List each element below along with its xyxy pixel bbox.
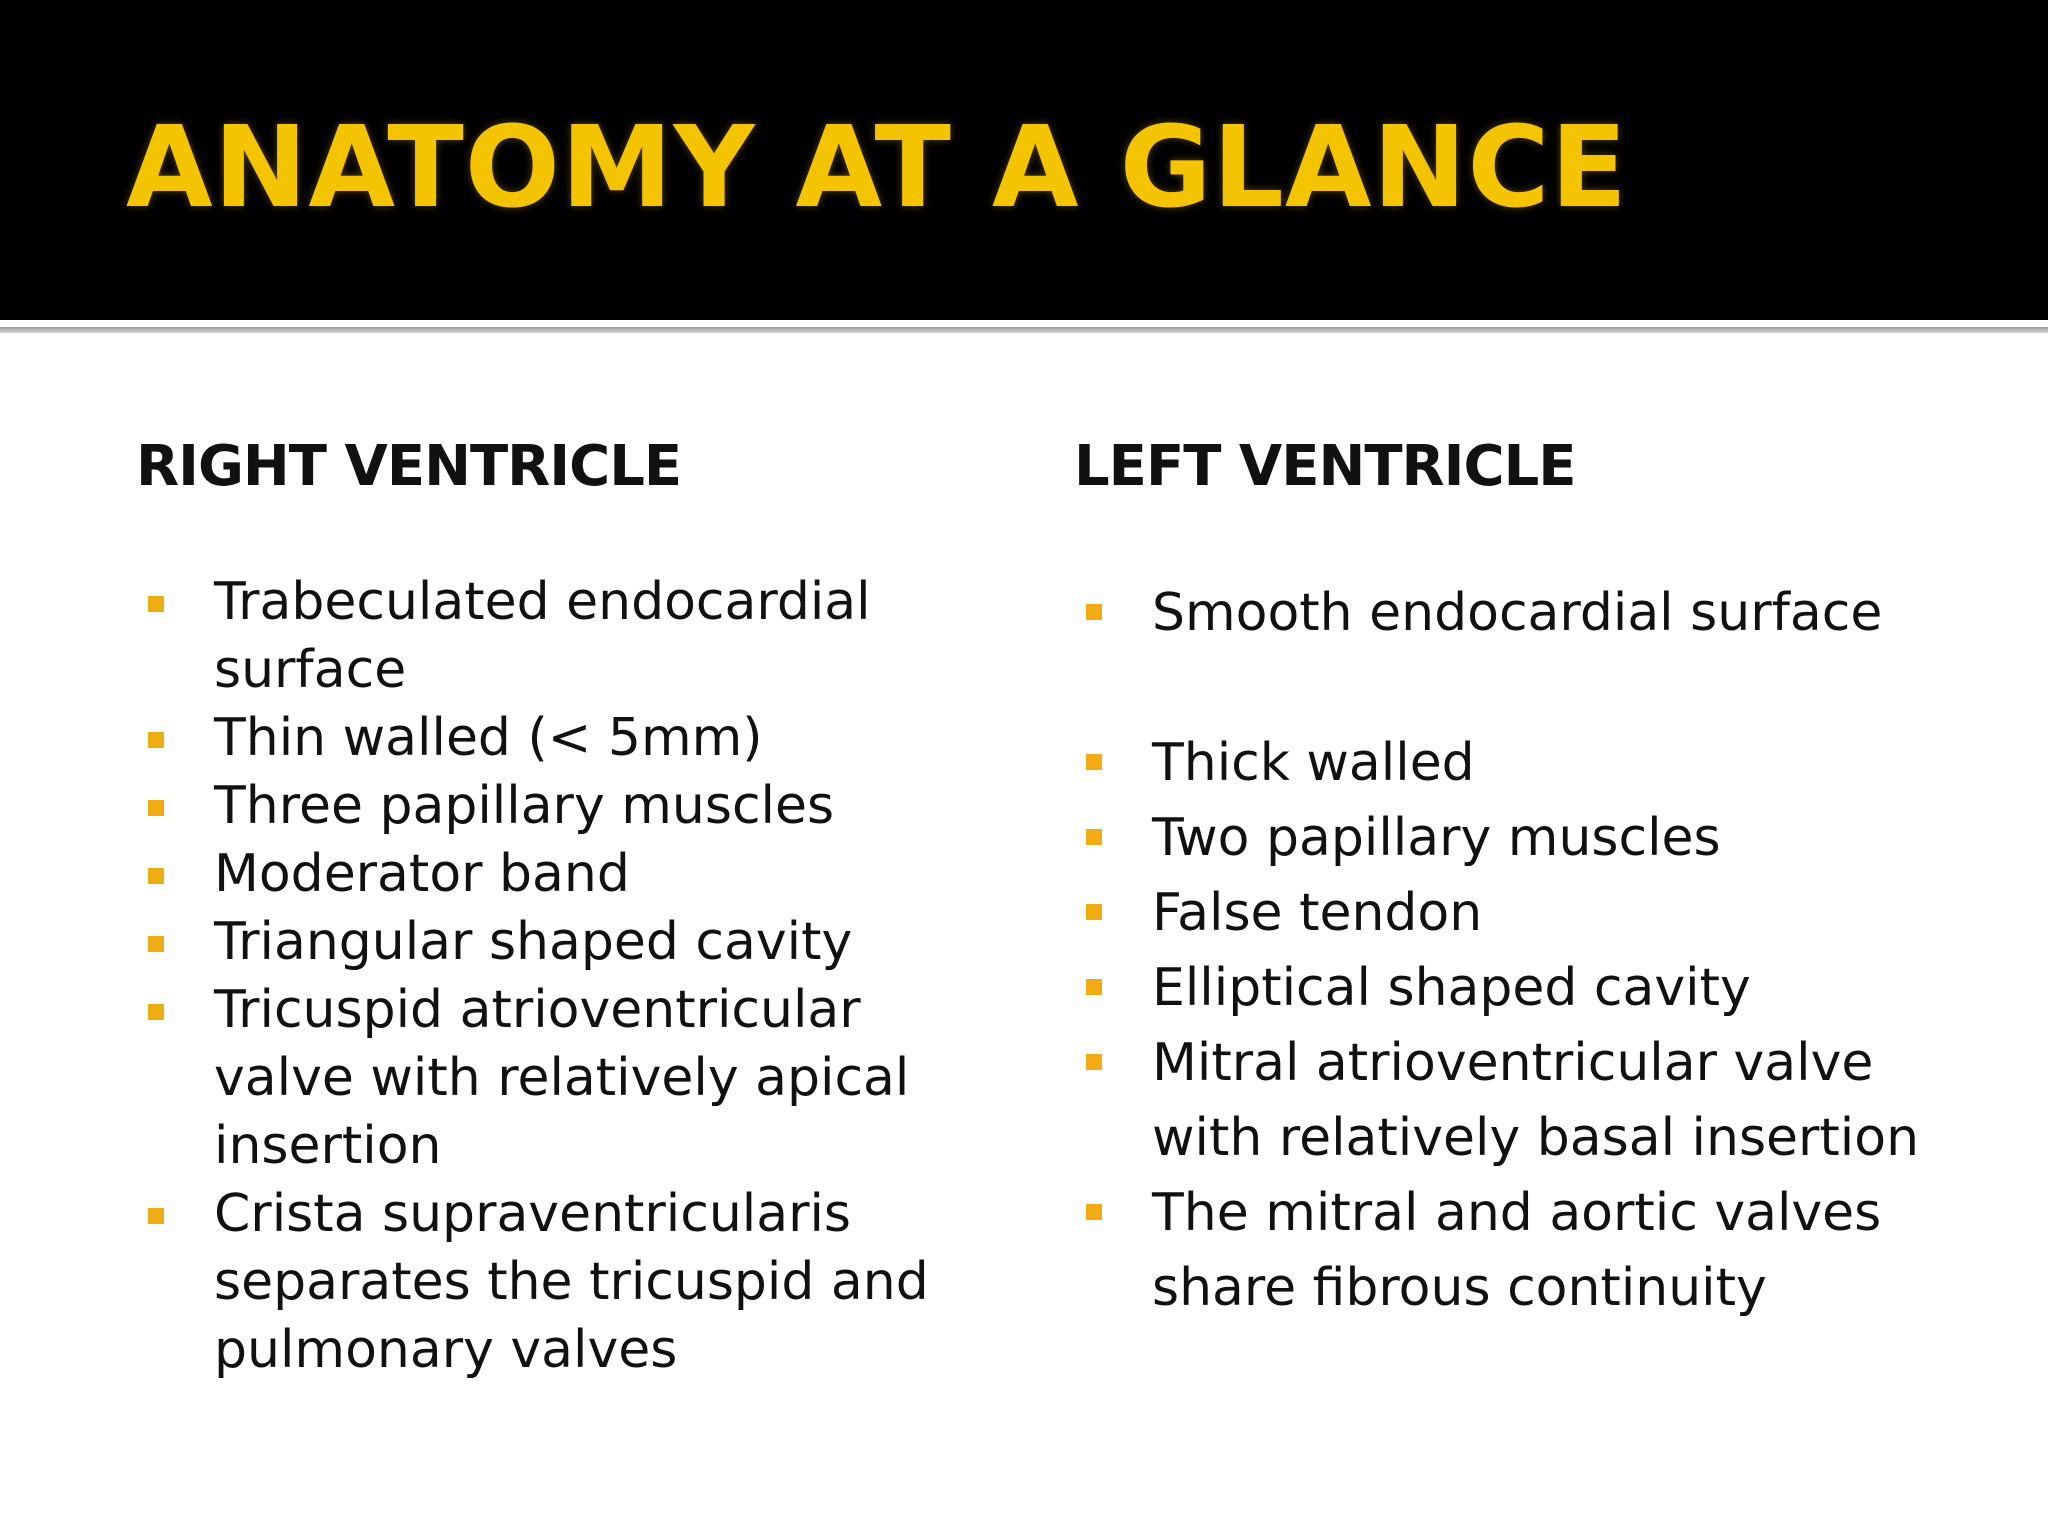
list-item — [1074, 951, 2014, 1026]
square-bullet-icon — [1086, 904, 1102, 920]
item-line: Smooth endocardial surface — [1152, 583, 1883, 643]
item-line: Thin walled (< 5mm) — [214, 708, 763, 768]
item-line: insertion — [214, 1116, 442, 1176]
item-line: Tricuspid atrioventricular — [214, 980, 861, 1040]
item-line: Trabeculated endocardial — [214, 572, 871, 632]
square-bullet-icon — [148, 1208, 164, 1224]
item-line: valve with relatively apical — [214, 1048, 910, 1108]
item-line: Three papillary muscles — [214, 776, 835, 836]
left-ventricle-heading: LEFT VENTRICLE — [1074, 434, 1576, 499]
title-divider — [0, 327, 2048, 333]
square-bullet-icon — [1086, 604, 1102, 620]
list-item — [1074, 1026, 2014, 1176]
list-item — [136, 772, 956, 840]
list-item — [136, 976, 956, 1180]
square-bullet-icon — [148, 936, 164, 952]
square-bullet-icon — [148, 800, 164, 816]
list-item — [1074, 801, 2014, 876]
right-ventricle-list — [136, 568, 956, 1384]
square-bullet-icon — [1086, 1054, 1102, 1070]
square-bullet-icon — [1086, 829, 1102, 845]
list-item — [136, 840, 956, 908]
item-line: share fibrous continuity — [1152, 1258, 1767, 1318]
list-item — [136, 908, 956, 976]
item-line: Thick walled — [1152, 733, 1475, 793]
item-line: Two papillary muscles — [1152, 808, 1721, 868]
item-line: Crista supraventricularis — [214, 1184, 852, 1244]
item-line: surface — [214, 640, 407, 700]
item-line: The mitral and aortic valves — [1152, 1183, 1882, 1243]
list-item — [136, 568, 956, 704]
square-bullet-icon — [148, 732, 164, 748]
square-bullet-icon — [148, 1004, 164, 1020]
item-line: False tendon — [1152, 883, 1483, 943]
right-ventricle-column — [136, 434, 956, 1380]
list-item — [136, 704, 956, 772]
item-line: with relatively basal insertion — [1152, 1108, 1920, 1168]
square-bullet-icon — [148, 596, 164, 612]
left-ventricle-column — [1074, 434, 2014, 1318]
slide-title: ANATOMY AT A GLANCE — [126, 103, 1629, 233]
item-line: Triangular shaped cavity — [214, 912, 853, 972]
square-bullet-icon — [1086, 1204, 1102, 1220]
square-bullet-icon — [1086, 979, 1102, 995]
item-line: Elliptical shaped cavity — [1152, 958, 1751, 1018]
list-item — [1074, 876, 2014, 951]
list-item — [1074, 1176, 2014, 1326]
square-bullet-icon — [1086, 754, 1102, 770]
list-item — [1074, 576, 2014, 651]
list-item — [1074, 726, 2014, 801]
list-item — [136, 1180, 956, 1384]
item-line: Mitral atrioventricular valve — [1152, 1033, 1874, 1093]
square-bullet-icon — [148, 868, 164, 884]
item-line: separates the tricuspid and — [214, 1252, 929, 1312]
item-line: Moderator band — [214, 844, 630, 904]
left-ventricle-list — [1074, 576, 2014, 1326]
right-ventricle-heading: RIGHT VENTRICLE — [136, 434, 682, 499]
item-line: pulmonary valves — [214, 1320, 678, 1380]
